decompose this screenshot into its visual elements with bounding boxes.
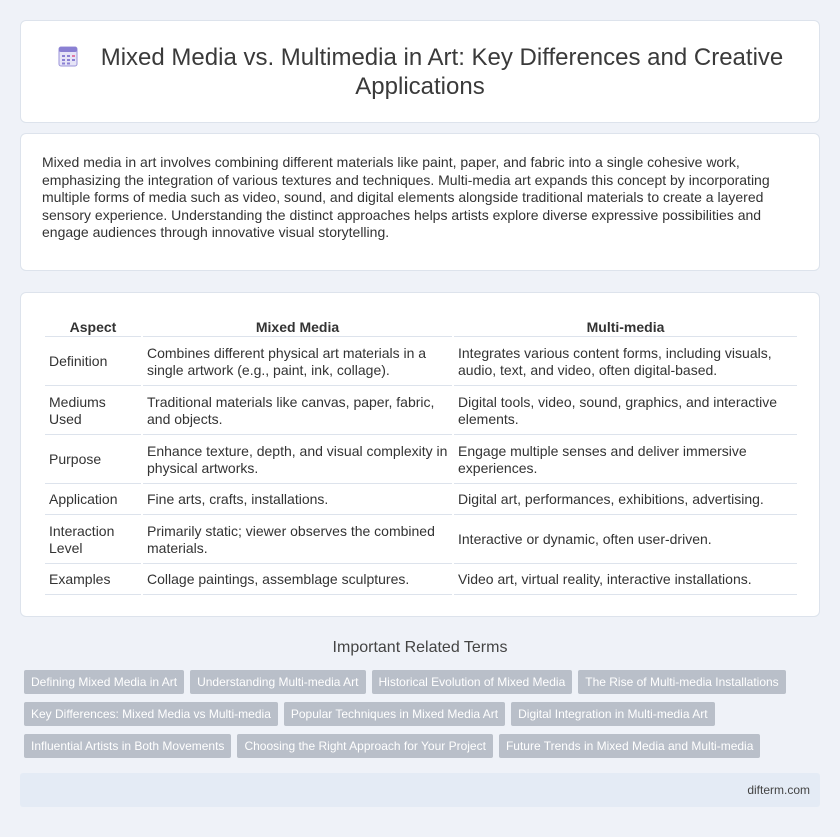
related-term-tag[interactable]: Popular Techniques in Mixed Media Art xyxy=(284,702,505,726)
table-row xyxy=(45,339,797,386)
mixed-media-cell: Enhance texture, depth, and visual complexity in physical artworks. xyxy=(143,437,452,484)
mixed-media-cell: Fine arts, crafts, installations. xyxy=(143,486,452,515)
multi-media-cell: Digital art, performances, exhibitions, advertising. xyxy=(454,486,797,515)
related-term-tag[interactable]: Understanding Multi-media Art xyxy=(190,670,365,694)
mixed-media-cell: Traditional materials like canvas, paper, fabric, and objects. xyxy=(143,388,452,435)
aspect-cell: Mediums Used xyxy=(45,388,141,435)
multi-media-cell: Integrates various content forms, including visuals, audio, text, and video, often digital-based. xyxy=(454,339,797,386)
table-header-row xyxy=(45,317,797,337)
aspect-cell: Purpose xyxy=(45,437,141,484)
mixed-media-cell: Primarily static; viewer observes the combined materials. xyxy=(143,517,452,564)
tag-row xyxy=(24,702,824,734)
related-term-tag[interactable]: Choosing the Right Approach for Your Project xyxy=(237,734,493,758)
tag-row xyxy=(24,670,824,702)
related-term-tag[interactable]: Historical Evolution of Mixed Media xyxy=(372,670,573,694)
aspect-cell: Definition xyxy=(45,339,141,386)
aspect-cell: Application xyxy=(45,486,141,515)
related-term-tag[interactable]: Digital Integration in Multi-media Art xyxy=(511,702,714,726)
header-mixed-media: Mixed Media xyxy=(143,317,452,337)
related-terms-title: Important Related Terms xyxy=(332,639,508,656)
comparison-table xyxy=(43,315,799,597)
related-terms-tags xyxy=(24,670,824,766)
aspect-cell: Examples xyxy=(45,566,141,595)
related-term-tag[interactable]: The Rise of Multi-media Installations xyxy=(578,670,785,694)
multi-media-cell: Interactive or dynamic, often user-driven. xyxy=(454,517,797,564)
multi-media-cell: Video art, virtual reality, interactive installations. xyxy=(454,566,797,595)
intro-paragraph: Mixed media in art involves combining different materials like paint, paper, and fabric into a single cohesive work, emphasizing the integration of various textures and techniques. Multi-media art expands this concept by incorporating multiple forms of media such as video, sound, and digital elements alongside traditional materials to create a layered sensory experience. Understanding the distinct approaches helps artists explore diverse expressive possibilities and engage audiences through innovative visual storytelling. xyxy=(42,154,770,241)
title-card xyxy=(20,20,820,123)
page-title-wrap xyxy=(21,43,819,101)
mixed-media-cell: Combines different physical art materials in a single artwork (e.g., paint, ink, collage). xyxy=(143,339,452,386)
mixed-media-cell: Collage paintings, assemblage sculptures. xyxy=(143,566,452,595)
tag-row xyxy=(24,734,824,766)
table-row xyxy=(45,566,797,595)
related-term-tag[interactable]: Future Trends in Mixed Media and Multi-media xyxy=(499,734,760,758)
related-term-tag[interactable]: Key Differences: Mixed Media vs Multi-media xyxy=(24,702,278,726)
related-term-tag[interactable]: Defining Mixed Media in Art xyxy=(24,670,184,694)
aspect-cell: Interaction Level xyxy=(45,517,141,564)
intro-card xyxy=(20,133,820,271)
table-row xyxy=(45,486,797,515)
related-term-tag[interactable]: Influential Artists in Both Movements xyxy=(24,734,231,758)
document-icon xyxy=(57,45,79,67)
table-row xyxy=(45,388,797,435)
table-row xyxy=(45,517,797,564)
multi-media-cell: Digital tools, video, sound, graphics, and interactive elements. xyxy=(454,388,797,435)
comparison-card xyxy=(20,292,820,617)
table-row xyxy=(45,437,797,484)
footer xyxy=(20,773,820,807)
footer-site-link[interactable]: difterm.com xyxy=(747,783,810,797)
page-title: Mixed Media vs. Multimedia in Art: Key Differences and Creative Applications xyxy=(100,44,784,100)
multi-media-cell: Engage multiple senses and deliver immersive experiences. xyxy=(454,437,797,484)
header-aspect: Aspect xyxy=(45,317,141,337)
header-multi-media: Multi-media xyxy=(454,317,797,337)
